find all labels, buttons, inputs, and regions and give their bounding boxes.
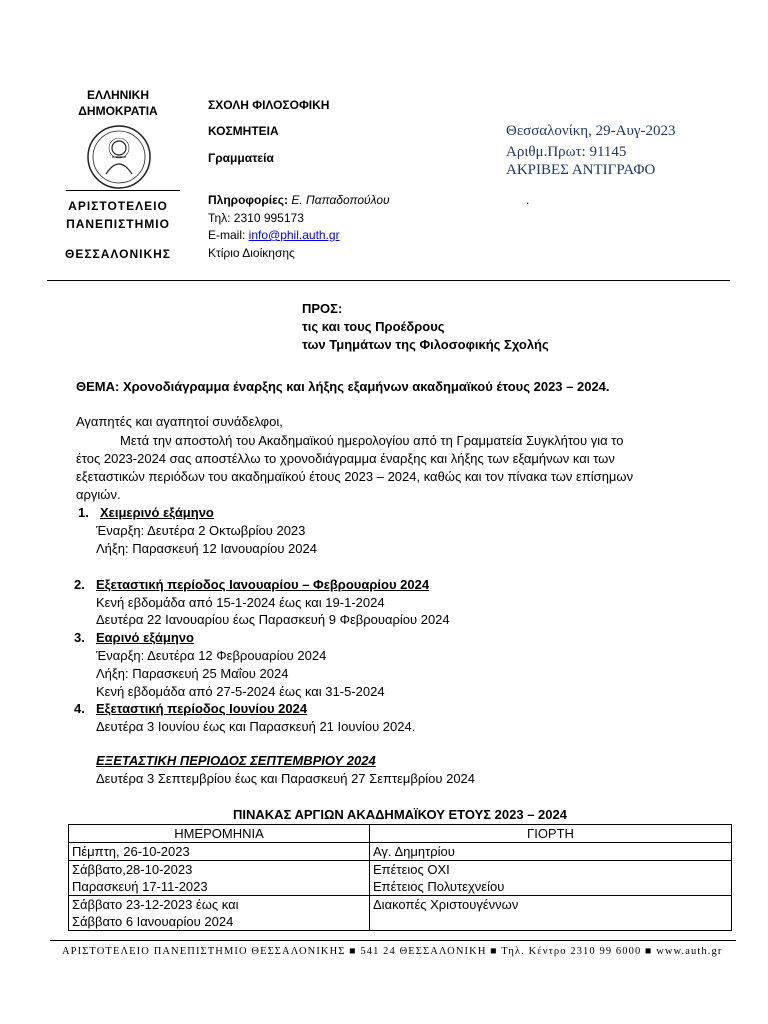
table-cell-holiday: Επέτειος ΟΧΙ Επέτειος Πολυτεχνείου (370, 861, 732, 896)
aristotle-university-seal-icon (86, 124, 152, 190)
deanery-label: ΚΟΣΜΗΤΕΙΑ (208, 124, 279, 138)
holidays-table-title: ΠΙΝΑΚΑΣ ΑΡΓΙΩΝ ΑΚΑΔΗΜΑΪΚΟΥ ΕΤΟΥΣ 2023 – 2024 (233, 807, 567, 822)
email-label: E-mail: (208, 228, 249, 242)
header-divider (47, 280, 730, 281)
table-cell-holiday: Διακοπές Χριστουγέννων (370, 896, 732, 931)
stray-dot: . (526, 193, 530, 207)
section-2-line1: Κενή εβδομάδα από 15-1-2024 έως και 19-1-2024 (96, 595, 385, 610)
section-1-title: Χειμερινό εξάμηνο (100, 505, 214, 520)
secretariat-label: Γραμματεία (208, 151, 274, 165)
section-1-line2: Λήξη: Παρασκευή 12 Ιανουαρίου 2024 (96, 541, 317, 556)
left-header-divider (66, 190, 180, 191)
section-1-number: 1. (78, 505, 89, 520)
recipient-line1: τις και τους Προέδρους (302, 319, 445, 334)
building-line: Κτίριο Διοίκησης (208, 246, 295, 260)
september-title: ΕΞΕΤΑΣΤΙΚΗ ΠΕΡΙΟΔΟΣ ΣΕΠΤΕΜΒΡΙΟΥ 2024 (96, 753, 376, 768)
info-label: Πληροφορίες: (208, 193, 289, 207)
email-link[interactable]: info@phil.auth.gr (248, 228, 340, 242)
recipient-to: ΠΡΟΣ: (302, 301, 343, 316)
section-4-number: 4. (74, 701, 85, 716)
email-line (208, 228, 340, 242)
section-3-line2: Λήξη: Παρασκευή 25 Μαΐου 2024 (96, 666, 289, 681)
table-header-row (69, 825, 732, 843)
section-4-title: Εξεταστική περίοδος Ιουνίου 2024 (96, 701, 308, 716)
republic-label: ΕΛΛΗΝΙΚΗ ΔΗΜΟΚΡΑΤΙΑ (78, 88, 158, 118)
section-2-line2: Δευτέρα 22 Ιανουαρίου έως Παρασκευή 9 Φεβρουαρίου 2024 (96, 612, 450, 627)
greeting: Αγαπητές και αγαπητοί συνάδελφοι, (76, 414, 283, 429)
september-line1: Δευτέρα 3 Σεπτεμβρίου έως και Παρασκευή 27 Σεπτεμβρίου 2024 (96, 771, 476, 786)
table-row (69, 861, 732, 896)
table-cell-date: Σάββατο,28-10-2023 Παρασκευή 17-11-2023 (69, 861, 370, 896)
place-date: Θεσσαλονίκη, 29-Αυγ-2023 (506, 123, 676, 139)
school-name: ΣΧΟΛΗ ΦΙΛΟΣΟΦΙΚΗ (208, 98, 330, 112)
table-row (69, 843, 732, 861)
recipient-line2: των Τμημάτων της Φιλοσοφικής Σχολής (302, 337, 549, 352)
holiday-column-header: ΓΙΟΡΤΗ (370, 825, 732, 843)
section-1-line1: Έναρξη: Δευτέρα 2 Οκτωβρίου 2023 (96, 523, 306, 538)
university-label: ΑΡΙΣΤΟΤΕΛΕΙΟ ΠΑΝΕΠΙΣΤΗΜΙΟ ΘΕΣΣΑΛΟΝΙΚΗΣ (65, 199, 171, 261)
table-cell-date: Πέμπτη, 26-10-2023 (69, 843, 370, 861)
table-cell-holiday: Αγ. Δημητρίου (370, 843, 732, 861)
recipient-block (302, 300, 549, 354)
section-3-line1: Έναρξη: Δευτέρα 12 Φεβρουαρίου 2024 (96, 648, 327, 663)
holidays-table (68, 824, 732, 931)
section-3-title: Εαρινό εξάμηνο (96, 630, 194, 645)
date-column-header: ΗΜΕΡΟΜΗΝΙΑ (69, 825, 370, 843)
body-paragraph: Μετά την αποστολή του Ακαδημαϊκού ημερολογίου από τη Γραμματεία Συγκλήτου για το έτος 2023-2024 σας αποστέλλω το χρονοδιάγραμμα έναρξης και λήξης των εξαμήνων και των εξεταστικών περιόδων του ακαδημαϊκού έτους 2023 – 2024, καθώς και τον πίνακα των επίσημων αργιών. (76, 433, 634, 502)
exact-copy-label: ΑΚΡΙΒΕΣ ΑΝΤΙΓΡΑΦΟ (506, 162, 656, 178)
section-2-title: Εξεταστική περίοδος Ιανουαρίου – Φεβρουαρίου 2024 (96, 577, 430, 592)
phone-line: Τηλ: 2310 995173 (208, 211, 304, 225)
section-3-number: 3. (74, 630, 85, 645)
table-row (69, 896, 732, 931)
protocol-number: Αριθμ.Πρωτ: 91145 (506, 144, 627, 160)
footer-address: ΑΡΙΣΤΟΤΕΛΕΙΟ ΠΑΝΕΠΙΣΤΗΜΙΟ ΘΕΣΣΑΛΟΝΙΚΗΣ ■ 541 24 ΘΕΣΣΑΛΟΝΙΚΗ ■ Τηλ. Κέντρο 2310 99 6000 ■ www.auth.gr (62, 946, 723, 957)
info-line (208, 193, 390, 207)
section-4-line1: Δευτέρα 3 Ιουνίου έως και Παρασκευή 21 Ιουνίου 2024. (96, 719, 416, 734)
info-name: Ε. Παπαδοπούλου (291, 193, 390, 207)
table-cell-date: Σάββατο 23-12-2023 έως και Σάββατο 6 Ιανουαρίου 2024 (69, 896, 370, 931)
section-2-number: 2. (74, 577, 85, 592)
subject-line: ΘΕΜΑ: Χρονοδιάγραμμα έναρξης και λήξης εξαμήνων ακαδημαϊκού έτους 2023 – 2024. (76, 379, 610, 394)
footer-divider (50, 940, 736, 941)
section-3-line3: Κενή εβδομάδα από 27-5-2024 έως και 31-5-2024 (96, 684, 385, 699)
